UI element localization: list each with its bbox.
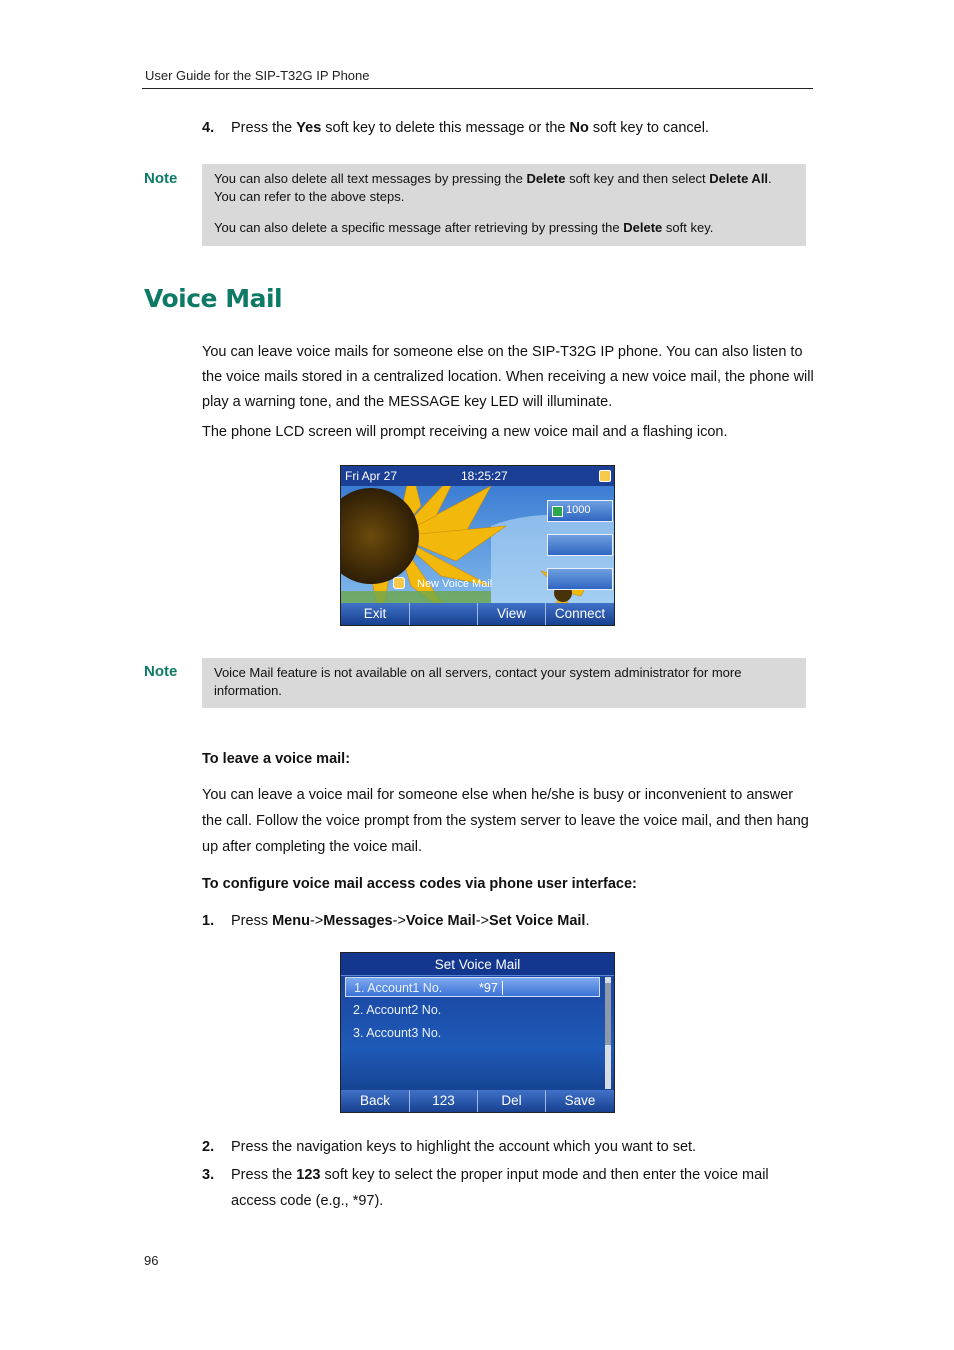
account-row-3[interactable] bbox=[345, 1023, 600, 1043]
step-2 bbox=[202, 1134, 816, 1160]
note-box-voicemail bbox=[202, 658, 806, 708]
step-number: 3. bbox=[202, 1167, 215, 1183]
step-4 bbox=[202, 115, 816, 141]
step-number: 4. bbox=[202, 120, 215, 136]
voicemail-icon bbox=[599, 470, 611, 482]
subheading-leave-voicemail: To leave a voice mail: bbox=[202, 751, 351, 767]
step-number: 2. bbox=[202, 1139, 215, 1155]
menu-path-item: Menu bbox=[272, 913, 310, 929]
input-mode-softkey[interactable]: 123 bbox=[410, 1090, 478, 1112]
note-label: Note bbox=[144, 170, 178, 187]
subheading-configure: To configure voice mail access codes via phone user interface: bbox=[202, 876, 637, 892]
account-name: 1. Account1 No. bbox=[354, 981, 443, 995]
account-row-2[interactable] bbox=[345, 1000, 600, 1020]
menu-path-item: Voice Mail bbox=[405, 913, 476, 929]
account-row-1[interactable] bbox=[345, 977, 600, 997]
screen-title: Set Voice Mail bbox=[341, 953, 614, 976]
page-number: 96 bbox=[144, 1253, 159, 1268]
new-voicemail-icon bbox=[393, 577, 405, 589]
registered-icon bbox=[552, 506, 563, 517]
scrollbar-thumb[interactable] bbox=[605, 983, 611, 1045]
leave-voicemail-text: You can leave a voice mail for someone else when he/she is busy or inconvenient to answer the call. Follow the voice prompt from the system server to leave the voice mail, and then hang up after completing the voice mail. bbox=[202, 787, 809, 855]
step-1 bbox=[202, 908, 816, 934]
softkey-bar bbox=[341, 1090, 614, 1112]
account-name: 2. Account2 No. bbox=[353, 1003, 442, 1017]
account-label: 1000 bbox=[566, 504, 591, 516]
save-softkey[interactable]: Save bbox=[546, 1090, 614, 1112]
line-key-account-1000[interactable] bbox=[547, 500, 613, 522]
note-box-delete bbox=[202, 164, 806, 246]
yes-key: Yes bbox=[296, 120, 322, 136]
step-text: Press the 123 soft key to select the proper input mode and then enter the voice mail access code (e.g., *97). bbox=[231, 1167, 769, 1209]
step-text: Press the navigation keys to highlight the account which you want to set. bbox=[231, 1139, 697, 1155]
note-paragraph: You can also delete all text messages by pressing the Delete soft key and then select Delete All. You can refer to the above steps. bbox=[214, 171, 772, 204]
exit-softkey[interactable]: Exit bbox=[341, 603, 410, 625]
step-number: 1. bbox=[202, 913, 215, 929]
step-text: Press the Yes soft key to delete this message or the No soft key to cancel. bbox=[231, 120, 709, 136]
no-key: No bbox=[569, 120, 589, 136]
running-header: User Guide for the SIP-T32G IP Phone bbox=[145, 68, 370, 83]
step-text: Press Menu->Messages->Voice Mail->Set Voice Mail. bbox=[231, 913, 590, 929]
line-key-empty[interactable] bbox=[547, 568, 613, 590]
input-mode-key: 123 bbox=[296, 1167, 321, 1183]
intro-text bbox=[202, 340, 814, 445]
time-label: 18:25:27 bbox=[461, 469, 508, 483]
status-bar bbox=[341, 466, 614, 486]
note-paragraph: You can also delete a specific message after retrieving by pressing the Delete soft key. bbox=[214, 220, 714, 235]
step-3 bbox=[202, 1162, 816, 1214]
note-label: Note bbox=[144, 663, 178, 680]
back-softkey[interactable]: Back bbox=[341, 1090, 410, 1112]
intro-paragraph: You can leave voice mails for someone else on the SIP-T32G IP phone. You can also listen to the voice mails stored in a centralized location. When receiving a new voice mail, the phone will play a warning tone, and the MESSAGE key LED will illuminate. bbox=[202, 344, 814, 410]
new-voicemail-prompt: New Voice Mail bbox=[417, 578, 493, 590]
voicemail-code-input[interactable]: *97 bbox=[479, 981, 498, 995]
menu-path-item: Set Voice Mail bbox=[489, 913, 586, 929]
connect-softkey[interactable]: Connect bbox=[546, 603, 614, 625]
delete-softkey[interactable]: Del bbox=[478, 1090, 546, 1112]
note-paragraph: Voice Mail feature is not available on all servers, contact your system administrator for more information. bbox=[214, 665, 742, 698]
phone-screen-idle bbox=[340, 465, 615, 626]
blank-softkey[interactable] bbox=[410, 603, 478, 625]
softkey-bar bbox=[341, 603, 614, 625]
header-rule bbox=[142, 88, 813, 89]
section-title: Voice Mail bbox=[144, 284, 283, 313]
date-label: Fri Apr 27 bbox=[345, 469, 398, 483]
text-cursor bbox=[502, 981, 503, 995]
line-key-empty[interactable] bbox=[547, 534, 613, 556]
phone-screen-set-voicemail bbox=[340, 952, 615, 1113]
menu-path-item: Messages bbox=[323, 913, 393, 929]
view-softkey[interactable]: View bbox=[478, 603, 546, 625]
intro-paragraph: The phone LCD screen will prompt receiving a new voice mail and a flashing icon. bbox=[202, 424, 728, 440]
account-name: 3. Account3 No. bbox=[353, 1026, 442, 1040]
